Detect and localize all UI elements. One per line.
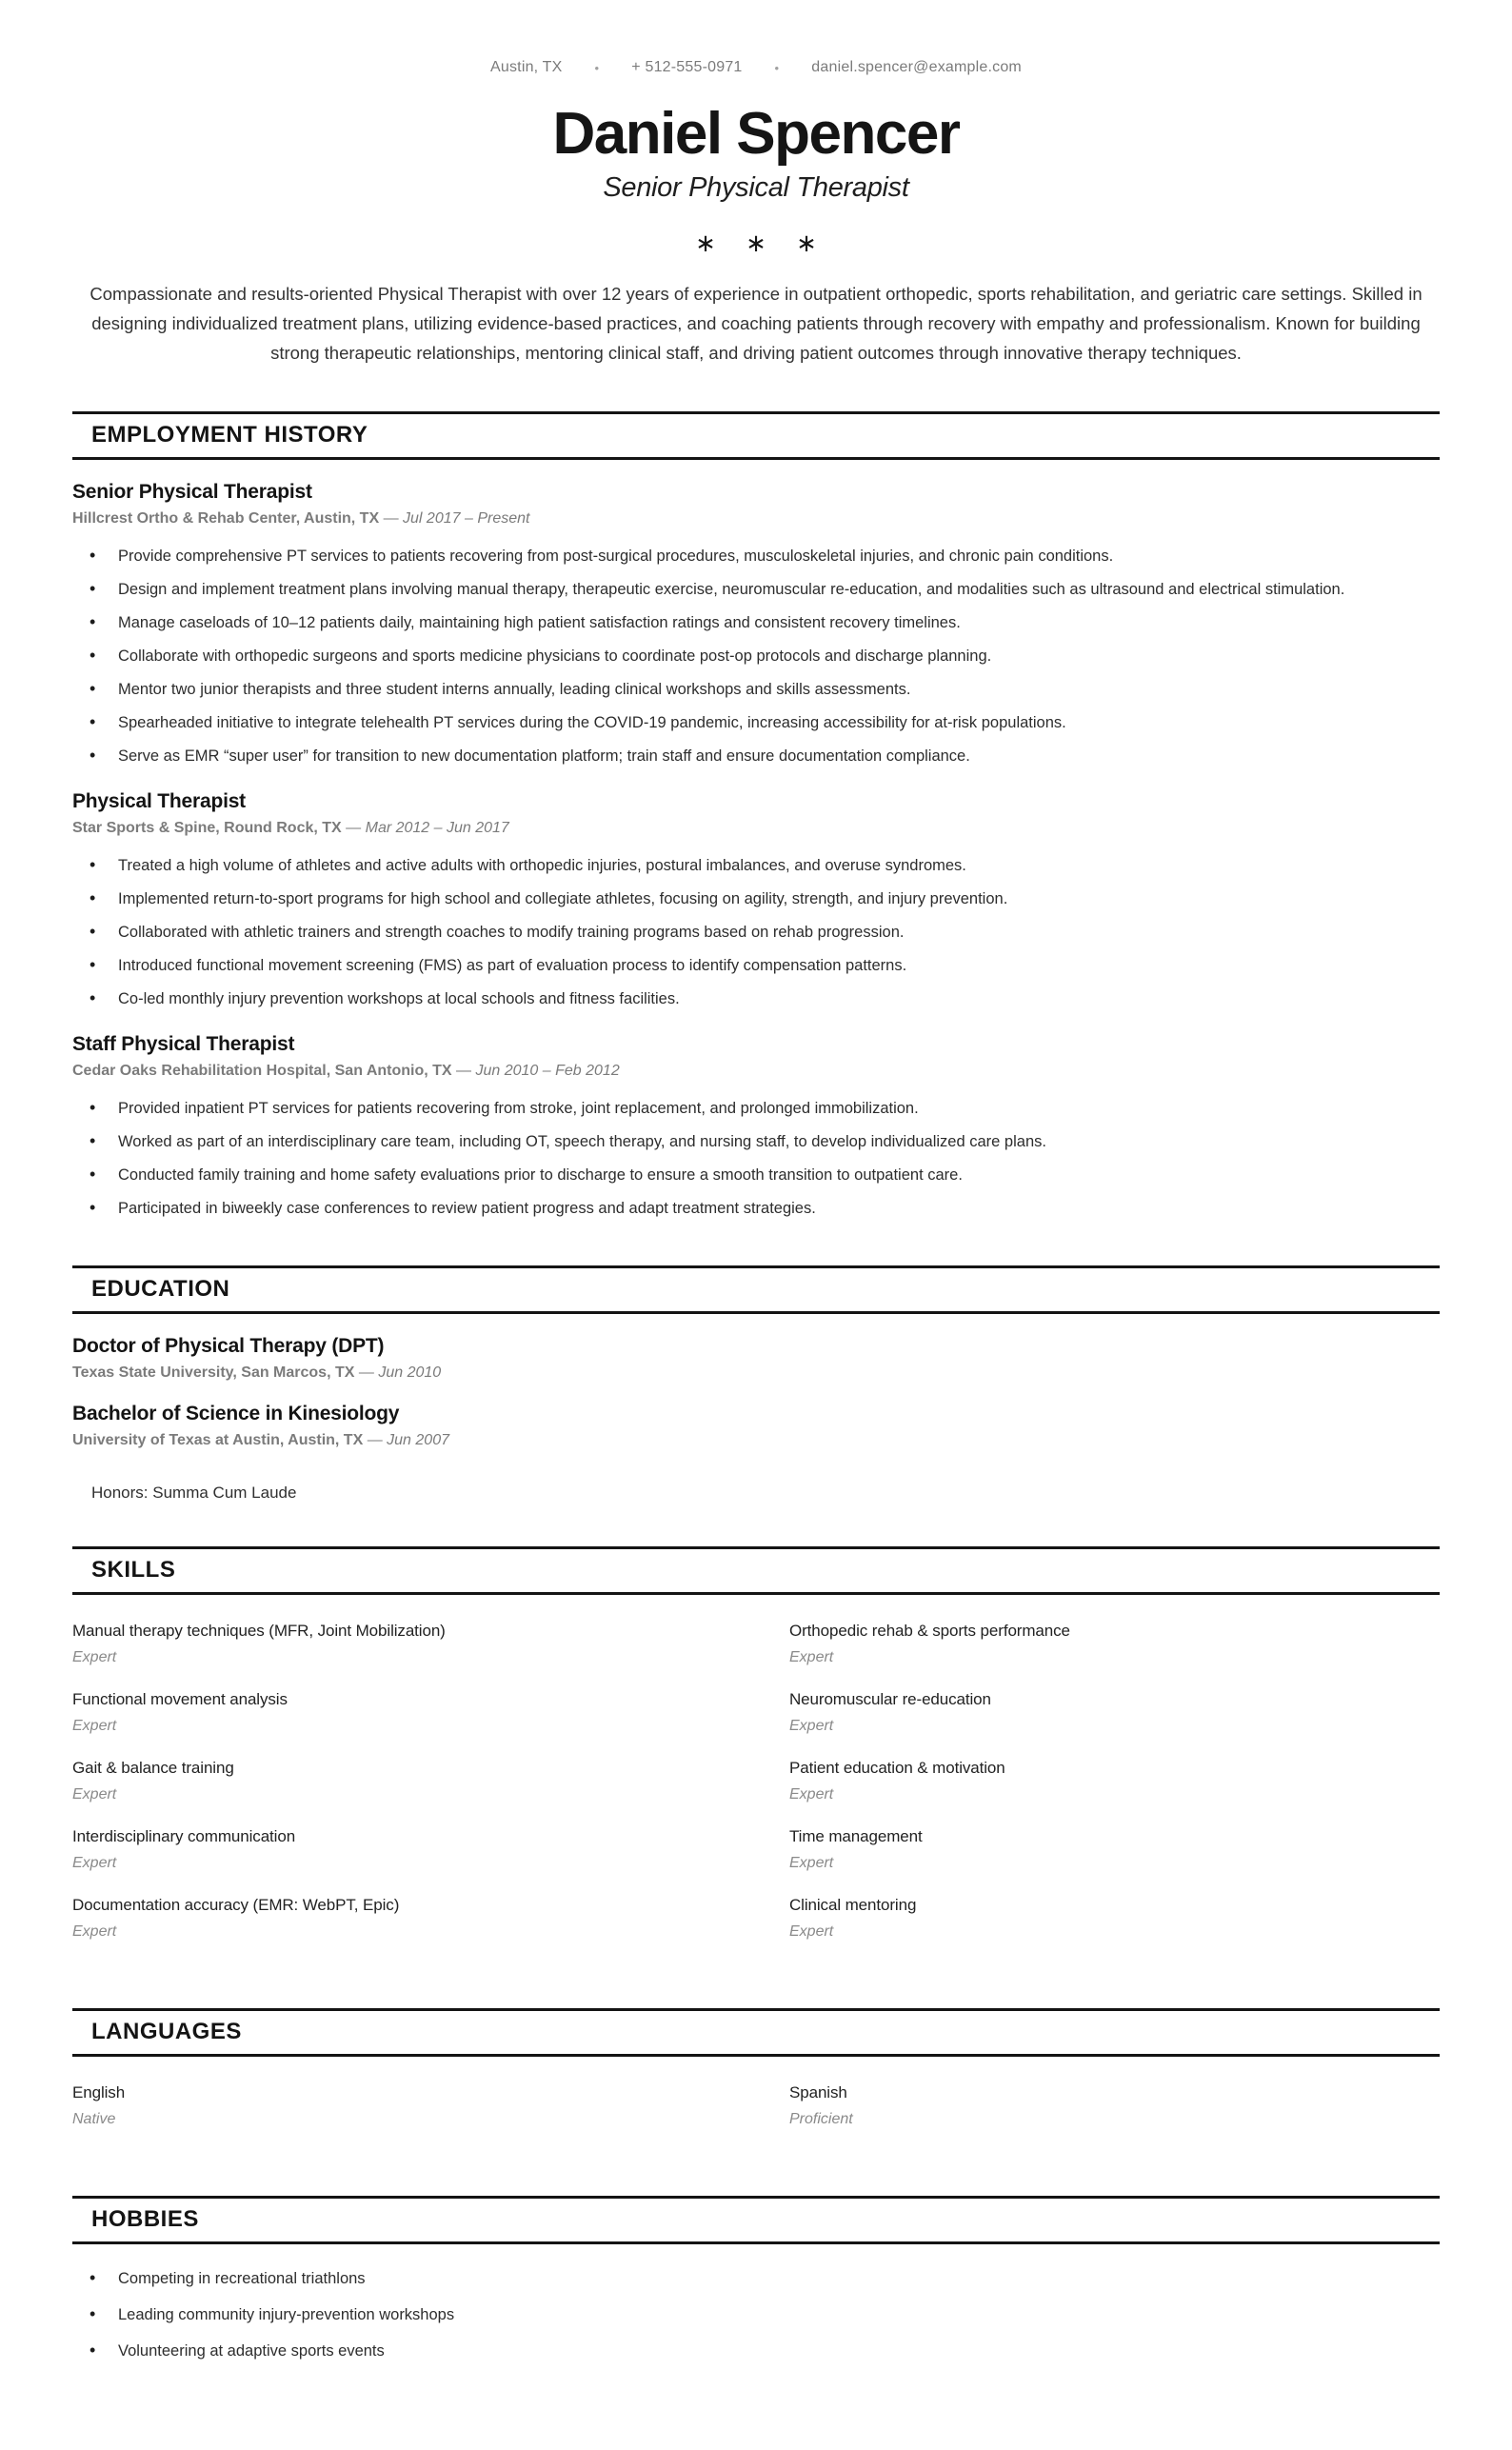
- job-bullet: • Collaborated with athletic trainers and strength coaches to modify training programs based on rehab progression.: [90, 919, 1440, 946]
- job-bullet: • Spearheaded initiative to integrate telehealth PT services during the COVID-19 pandemic, increasing accessibility for at-risk populations.: [90, 709, 1440, 736]
- contact-email: daniel.spencer@example.com: [811, 59, 1022, 75]
- degree-school: University of Texas at Austin, Austin, TX: [72, 1432, 364, 1449]
- degree-meta: [72, 1364, 1440, 1382]
- skill-item: [72, 1622, 723, 1666]
- job-entry: [72, 1033, 1440, 1222]
- job-entry: [72, 481, 1440, 769]
- skill-name: Neuromuscular re-education: [789, 1690, 991, 1709]
- job-dates: Jun 2010 – Feb 2012: [475, 1063, 620, 1080]
- skills-grid: [72, 1622, 1440, 1964]
- job-title: Senior Physical Therapist: [72, 481, 312, 504]
- contact-row: [72, 59, 1440, 76]
- job-bullet: • Mentor two junior therapists and three student interns annually, leading clinical workshops and skills assessments.: [90, 676, 1440, 703]
- language-item: [72, 2083, 723, 2128]
- skill-name: Interdisciplinary communication: [72, 1827, 296, 1846]
- meta-dash: —: [367, 1432, 383, 1449]
- job-bullet: • Co-led monthly injury prevention workshops at local schools and fitness facilities.: [90, 986, 1440, 1012]
- hobby-item: • Competing in recreational triathlons: [90, 2265, 1440, 2292]
- job-bullet: • Provide comprehensive PT services to patients recovering from post-surgical procedures, musculoskeletal injuries, and chronic pain conditions.: [90, 543, 1440, 569]
- job-bullet: • Implemented return-to-sport programs for high school and collegiate athletes, focusing on agility, strength, and injury prevention.: [90, 886, 1440, 912]
- skill-level: Expert: [789, 1855, 834, 1872]
- skill-item: [789, 1827, 1440, 1872]
- job-meta: [72, 510, 1440, 528]
- language-level: Native: [72, 2111, 116, 2128]
- skill-name: Patient education & motivation: [789, 1759, 1005, 1778]
- language-level: Proficient: [789, 2111, 853, 2128]
- job-bullet: • Introduced functional movement screening (FMS) as part of evaluation process to identify compensation patterns.: [90, 952, 1440, 979]
- hobby-item: • Volunteering at adaptive sports events: [90, 2338, 1440, 2364]
- skill-name: Gait & balance training: [72, 1759, 234, 1778]
- language-name: English: [72, 2083, 126, 2102]
- skill-item: [72, 1759, 723, 1803]
- hobbies-list: [90, 2265, 1440, 2364]
- professional-title: Senior Physical Therapist: [603, 172, 909, 204]
- meta-dash: —: [456, 1063, 472, 1080]
- skill-level: Expert: [72, 1718, 117, 1735]
- job-dates: Mar 2012 – Jun 2017: [365, 820, 509, 837]
- skill-level: Expert: [789, 1718, 834, 1735]
- degree-school: Texas State University, San Marcos, TX: [72, 1364, 355, 1382]
- job-bullet: • Collaborate with orthopedic surgeons and sports medicine physicians to coordinate post-op protocols and discharge planning.: [90, 643, 1440, 669]
- meta-dash: —: [383, 510, 399, 528]
- section-heading-employment: EMPLOYMENT HISTORY: [72, 411, 1440, 460]
- page-title: Daniel Spencer: [552, 101, 960, 167]
- skill-item: [789, 1896, 1440, 1941]
- skill-level: Expert: [72, 1923, 117, 1941]
- degree-dates: Jun 2010: [378, 1364, 442, 1382]
- job-bullet-list: [90, 852, 1440, 1012]
- skill-name: Manual therapy techniques (MFR, Joint Mobilization): [72, 1622, 446, 1641]
- contact-phone: + 512-555-0971: [631, 59, 743, 75]
- skill-level: Expert: [72, 1649, 117, 1666]
- job-bullet-list: [90, 1095, 1440, 1222]
- degree-entry: [72, 1403, 1440, 1449]
- skill-level: Expert: [72, 1786, 117, 1803]
- skill-item: [789, 1690, 1440, 1735]
- job-org: Star Sports & Spine, Round Rock, TX: [72, 820, 342, 837]
- skill-name: Time management: [789, 1827, 923, 1846]
- degree-dates: Jun 2007: [387, 1432, 449, 1449]
- section-skills: [72, 1546, 1440, 1964]
- job-dates: Jul 2017 – Present: [403, 510, 530, 528]
- section-education: [72, 1265, 1440, 1503]
- skill-item: [789, 1622, 1440, 1666]
- skill-item: [72, 1896, 723, 1941]
- skill-level: Expert: [72, 1855, 117, 1872]
- job-org: Hillcrest Ortho & Rehab Center, Austin, TX: [72, 510, 380, 528]
- hobby-item: • Leading community injury-prevention workshops: [90, 2301, 1440, 2328]
- skill-level: Expert: [789, 1649, 834, 1666]
- job-bullet: • Participated in biweekly case conferences to review patient progress and adapt treatment strategies.: [90, 1195, 1440, 1222]
- languages-grid: [72, 2083, 1440, 2152]
- dot-separator-icon: •: [774, 60, 780, 75]
- profile-summary: Compassionate and results-oriented Physical Therapist with over 12 years of experience in outpatient orthopedic, sports rehabilitation, and geriatric care settings. Skilled in designing individualized treatment plans, utilizing evidence-based practices, and coaching patients through recovery with empathy and professionalism. Known for building strong therapeutic relationships, mentoring clinical staff, and driving patient outcomes through innovative therapy techniques.: [90, 284, 1422, 364]
- skill-level: Expert: [789, 1923, 834, 1941]
- section-heading-languages: LANGUAGES: [72, 2008, 1440, 2057]
- job-bullet-list: [90, 543, 1440, 769]
- skill-name: Clinical mentoring: [789, 1896, 917, 1915]
- dot-separator-icon: •: [594, 60, 600, 75]
- skill-item: [72, 1690, 723, 1735]
- skill-item: [789, 1759, 1440, 1803]
- section-heading-hobbies: HOBBIES: [72, 2196, 1440, 2244]
- job-meta: [72, 1063, 1440, 1080]
- degree-title: Bachelor of Science in Kinesiology: [72, 1403, 400, 1425]
- section-heading-education: EDUCATION: [72, 1265, 1440, 1314]
- skill-item: [72, 1827, 723, 1872]
- contact-location: Austin, TX: [490, 59, 563, 75]
- job-title: Staff Physical Therapist: [72, 1033, 295, 1056]
- job-entry: [72, 790, 1440, 1012]
- honors-note: Honors: Summa Cum Laude: [91, 1484, 297, 1503]
- job-org: Cedar Oaks Rehabilitation Hospital, San Antonio, TX: [72, 1063, 452, 1080]
- job-bullet: • Serve as EMR “super user” for transition to new documentation platform; train staff and ensure documentation compliance.: [90, 743, 1440, 769]
- job-bullet: • Manage caseloads of 10–12 patients daily, maintaining high patient satisfaction ratings and consistent recovery timelines.: [90, 609, 1440, 636]
- degree-title: Doctor of Physical Therapy (DPT): [72, 1335, 385, 1358]
- section-hobbies: [72, 2196, 1440, 2364]
- degree-meta: [72, 1432, 1440, 1449]
- section-heading-skills: SKILLS: [72, 1546, 1440, 1595]
- skill-name: Documentation accuracy (EMR: WebPT, Epic): [72, 1896, 400, 1915]
- job-meta: [72, 820, 1440, 837]
- meta-dash: —: [358, 1364, 374, 1382]
- skill-name: Functional movement analysis: [72, 1690, 288, 1709]
- skill-name: Orthopedic rehab & sports performance: [789, 1622, 1070, 1641]
- section-languages: [72, 2008, 1440, 2152]
- language-item: [789, 2083, 1440, 2128]
- section-employment-history: [72, 411, 1440, 1222]
- asterisk-divider-icon: ∗ ∗ ∗: [695, 229, 828, 258]
- job-bullet: • Treated a high volume of athletes and active adults with orthopedic injuries, postural imbalances, and overuse syndromes.: [90, 852, 1440, 879]
- language-name: Spanish: [789, 2083, 847, 2102]
- job-bullet: • Design and implement treatment plans involving manual therapy, therapeutic exercise, neuromuscular re-education, and modalities such as ultrasound and electrical stimulation.: [90, 576, 1440, 603]
- skill-level: Expert: [789, 1786, 834, 1803]
- job-title: Physical Therapist: [72, 790, 246, 813]
- degree-entry: [72, 1335, 1440, 1382]
- meta-dash: —: [346, 820, 362, 837]
- job-bullet: • Provided inpatient PT services for patients recovering from stroke, joint replacement, and prolonged immobilization.: [90, 1095, 1440, 1122]
- job-bullet: • Worked as part of an interdisciplinary care team, including OT, speech therapy, and nursing staff, to develop individualized care plans.: [90, 1128, 1440, 1155]
- job-bullet: • Conducted family training and home safety evaluations prior to discharge to ensure a smooth transition to outpatient care.: [90, 1162, 1440, 1188]
